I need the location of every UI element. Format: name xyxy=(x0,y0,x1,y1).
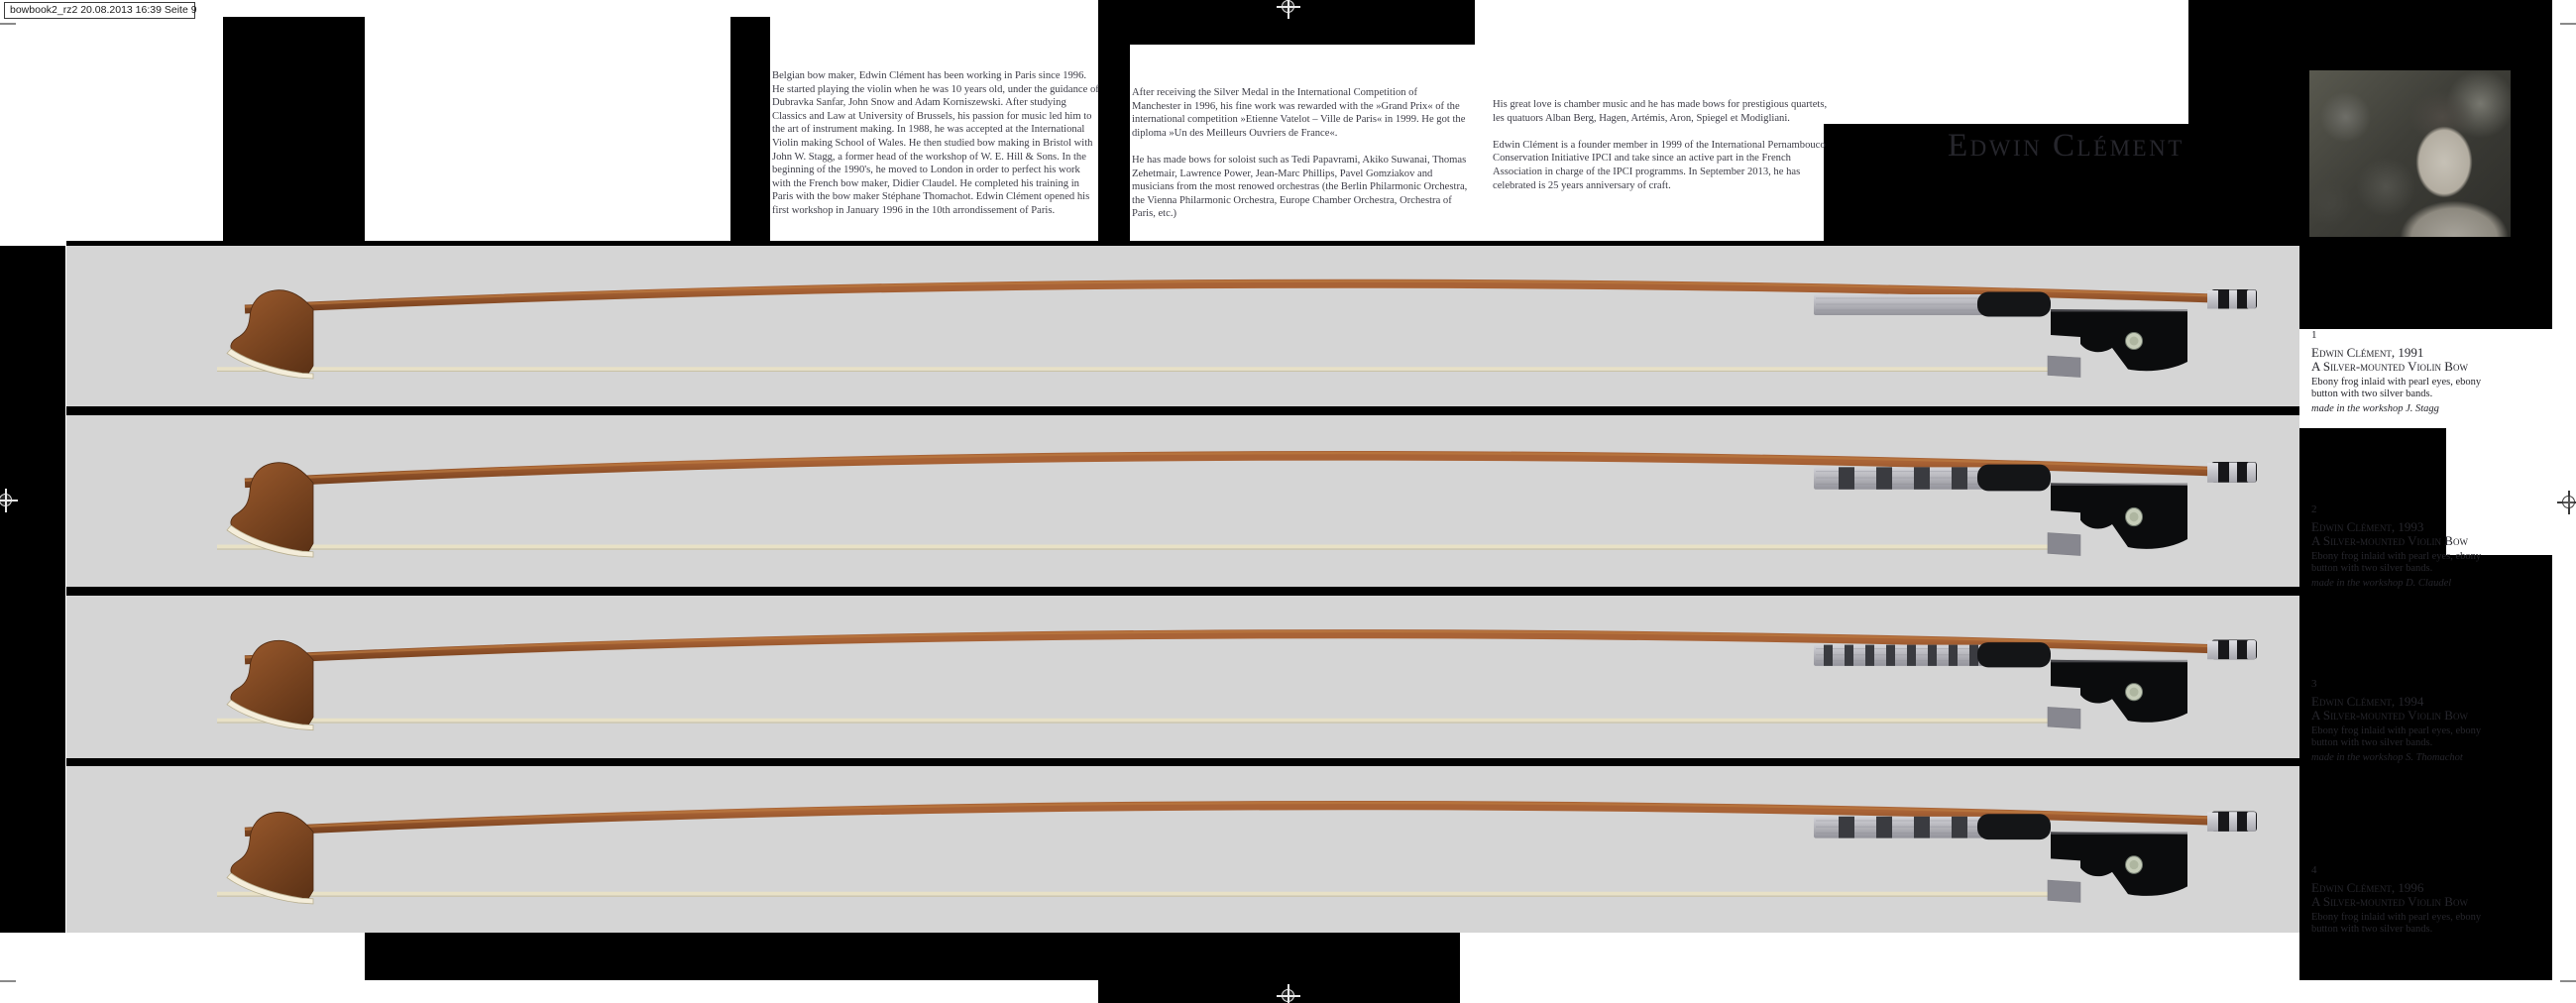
black-band-bottom xyxy=(365,933,1098,980)
black-band-top-center xyxy=(1130,0,1475,45)
bow-maker-year: Edwin Clément, 1996 xyxy=(2311,880,2424,895)
bow-workshop-note: made in the workshop J. Stagg xyxy=(2311,403,2439,414)
bow-caption-4 xyxy=(2311,864,2510,939)
bow-workshop-note: made in the workshop S. Thomachot xyxy=(2311,752,2463,763)
maker-portrait-photo xyxy=(2309,70,2511,237)
bio-column-3 xyxy=(1493,98,1830,206)
bow-description: Ebony frog inlaid with pearl eyes, ebony button with two silver bands. xyxy=(2311,551,2482,574)
bio-paragraph: After receiving the Silver Medal in the International Competition of Manchester in 1996, his fine work was rewarded with the »Grand Prix« of the international competition »Etienne Vatelot – Ville de Paris« in 1999. He got the diploma »Un des Meilleurs Ouvriers de France«. xyxy=(1132,87,1466,139)
bow-caption-1 xyxy=(2311,329,2510,415)
bow-strip-4 xyxy=(66,766,2299,933)
bow-number: 4 xyxy=(2311,864,2317,876)
bow-type: A Silver-mounted Violin Bow xyxy=(2311,894,2468,909)
bow-type: A Silver-mounted Violin Bow xyxy=(2311,708,2468,723)
bow-strip-3 xyxy=(66,596,2299,758)
bio-paragraph: His great love is chamber music and he has made bows for prestigious quartets, les quatuors Alban Berg, Hagen, Artémis, Aron, Spiegel et Modigliani. xyxy=(1493,99,1828,124)
bow-number: 1 xyxy=(2311,329,2317,341)
black-column-left-edge xyxy=(0,246,65,933)
registration-mark-left xyxy=(0,489,18,512)
black-bar-left-of-bio xyxy=(730,17,770,249)
bow-description: Ebony frog inlaid with pearl eyes, ebony button with two silver bands. xyxy=(2311,912,2482,935)
prepress-file-label: bowbook2_rz2 20.08.2013 16:39 Seite 9 xyxy=(4,2,195,19)
bow-type: A Silver-mounted Violin Bow xyxy=(2311,533,2468,548)
crop-mark-top-right xyxy=(2560,23,2576,25)
violin-bow-photo-3 xyxy=(66,596,2299,758)
violin-bow-photo-4 xyxy=(66,766,2299,933)
white-box-above-title xyxy=(1824,0,2188,124)
registration-mark-right xyxy=(2557,491,2576,514)
bow-description: Ebony frog inlaid with pearl eyes, ebony button with two silver bands. xyxy=(2311,725,2482,748)
bow-caption-3 xyxy=(2311,678,2510,764)
bow-description: Ebony frog inlaid with pearl eyes, ebony button with two silver bands. xyxy=(2311,377,2482,399)
strip-separator xyxy=(66,758,2299,766)
bow-maker-year: Edwin Clément, 1991 xyxy=(2311,345,2424,360)
bio-column-1 xyxy=(772,69,1099,231)
strip-separator xyxy=(66,587,2299,596)
bio-paragraph: Belgian bow maker, Edwin Clément has been working in Paris since 1996. He started playing the violin when he was 10 years old, under the guidance of Dubravka Sanfar, John Snow and Adam Korniszewski. After studying Classics and Law at University of Brussels, his passion for music led him to the art of instrument making. In 1988, he was accepted at the International Violin making School of Wales. He then studied bow making in Bristol with John W. Stagg, a former head of the workshop of W. E. Hill & Sons. In the beginning of the 1990's, he moved to London in order to perfect his work with the French bow maker, Didier Claudel. He completed his training in Paris with the bow maker Stéphane Thomachot. Edwin Clément opened his first workshop in January 1996 in the 10th arrondissement of Paris. xyxy=(772,70,1099,216)
bow-strip-2 xyxy=(66,415,2299,587)
bio-column-2 xyxy=(1132,86,1469,235)
bow-type: A Silver-mounted Violin Bow xyxy=(2311,359,2468,374)
bow-number: 2 xyxy=(2311,503,2317,515)
bio-paragraph: He has made bows for soloist such as Tedi Papavrami, Akiko Suwanai, Thomas Zehetmair, Lawrence Power, Jean-Marc Phillips, Pavel Gomziakov and musicians from the most renowed orchestras (the Berlin Philarmonic Orchestra, the Vienna Philarmonic Orchestra, Europe Chamber Orchestra, Orchestra of Paris, etc.) xyxy=(1132,154,1468,220)
violin-bow-photo-1 xyxy=(66,246,2299,406)
strip-separator xyxy=(66,241,2299,246)
black-panel-top-left xyxy=(223,17,365,249)
registration-mark-bottom xyxy=(1277,984,1300,1003)
bow-caption-2 xyxy=(2311,503,2510,590)
violin-bow-photo-2 xyxy=(66,415,2299,587)
crop-mark-bottom-right xyxy=(2560,980,2576,982)
bio-paragraph: Edwin Clément is a founder member in 1999 of the International Pernambouco Conservation Initiative IPCI and take since an active part in the French Association in charge of the IPCI programms. In September 2013, he has celebrated is 25 years anniversary of craft. xyxy=(1493,139,1826,191)
page-title: Edwin Clément xyxy=(1948,128,2184,164)
bow-workshop-note: made in the workshop D. Claudel xyxy=(2311,578,2452,589)
bow-maker-year: Edwin Clément, 1994 xyxy=(2311,694,2424,709)
bow-strip-1 xyxy=(66,246,2299,406)
bow-maker-year: Edwin Clément, 1993 xyxy=(2311,519,2424,534)
strip-separator xyxy=(66,406,2299,415)
crop-mark-bottom-left xyxy=(0,980,16,982)
black-bar-mid xyxy=(1098,0,1130,249)
bow-number: 3 xyxy=(2311,678,2317,690)
registration-mark-top xyxy=(1277,0,1300,19)
crop-mark-top-left xyxy=(0,23,16,25)
